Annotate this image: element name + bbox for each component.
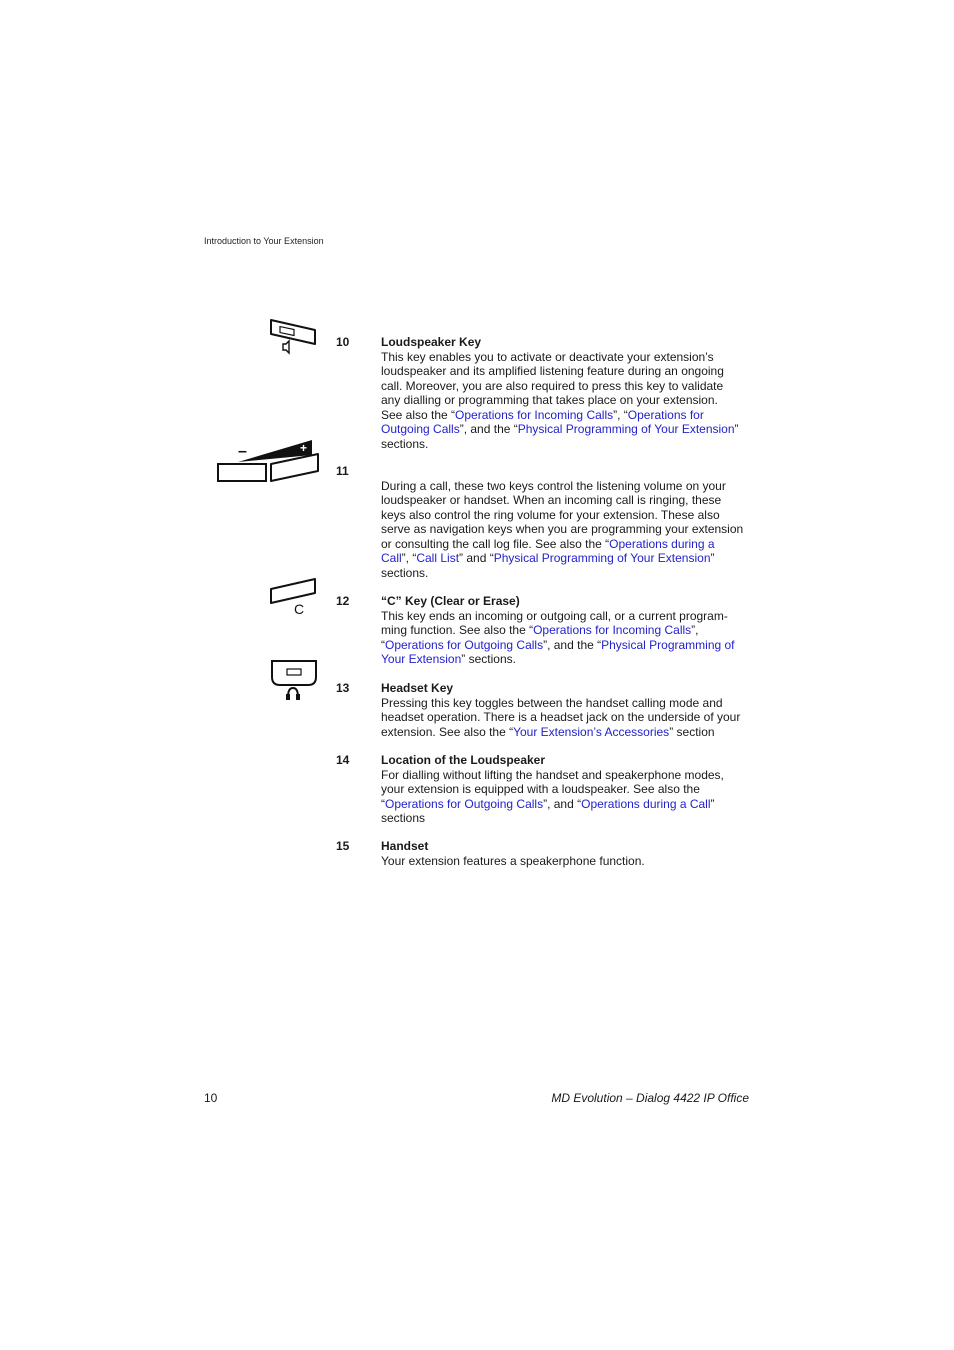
body-text: ” and “ — [459, 551, 494, 565]
cross-reference-link[interactable]: Operations for Outgoing Calls — [385, 796, 544, 811]
headset-key-icon — [268, 657, 320, 703]
body-text: ”, “ — [401, 551, 417, 565]
body-text: ”, and the “ — [543, 637, 602, 652]
body-text: Pressing this key toggles between the handset calling mode and headset operation. There is a headset jack on the underside of your extension. See also the “ — [381, 695, 741, 739]
document-title: MD Evolution – Dialog 4422 IP Office — [551, 1091, 749, 1105]
body-text: This key ends an incoming or outgoing call, or a current program- ming function. See also the “ — [381, 608, 728, 637]
body-text: For dialling without lifting the handset and speakerphone modes, your extension is equipped with a loudspeaker. See also the “ — [381, 767, 724, 811]
item-title: Headset Key — [381, 681, 454, 695]
body-text: During a call, these two keys control the listening volume on your loudspeaker or handset. When an incoming call is ringing, these keys also control the ring volume for your extension. These also serve as navigation keys when you are programming your extension or consulting the call log file. See also the “ — [381, 478, 744, 551]
item-number: 14 — [336, 753, 350, 767]
body-text: ”, and “ — [543, 796, 582, 811]
volume-plus-icon: + — [300, 441, 308, 455]
cross-reference-link[interactable]: Physical Programming of Your Extension — [517, 422, 735, 436]
body-text: ” section — [669, 724, 715, 739]
body-text: Your extension features a speakerphone function. — [381, 853, 645, 868]
item-body — [381, 350, 753, 452]
item-title: Handset — [381, 839, 429, 853]
item-number: 15 — [336, 839, 350, 853]
body-text: ”, “ — [613, 407, 628, 422]
item-number: 13 — [336, 681, 350, 695]
item-title: Loudspeaker Key — [381, 335, 482, 349]
cross-reference-link[interactable]: Operations during a Call — [581, 796, 711, 811]
cross-reference-link[interactable]: Operations for Outgoing Calls — [385, 637, 544, 652]
item-title: “C” Key (Clear or Erase) — [381, 594, 520, 608]
clear-key-icon — [268, 575, 320, 617]
volume-keys-icon — [216, 437, 322, 485]
item-number: 11 — [336, 464, 349, 478]
item-body — [381, 768, 753, 826]
item-number: 12 — [336, 594, 350, 608]
volume-minus-icon: – — [238, 443, 247, 460]
item-title: Location of the Loudspeaker — [381, 753, 546, 767]
item-body — [381, 479, 753, 581]
cross-reference-link[interactable]: Your Extension’s Accessories — [513, 724, 670, 739]
cross-reference-link[interactable]: Physical Programming of Your Extension — [493, 551, 711, 565]
item-body — [381, 696, 753, 740]
loudspeaker-key-icon — [268, 316, 320, 356]
cross-reference-link[interactable]: Operations during a Call — [381, 536, 715, 565]
cross-reference-link[interactable]: Operations for Incoming Calls — [455, 407, 614, 422]
clear-key-letter: C — [294, 601, 305, 617]
cross-reference-link[interactable]: Physical Programming of Your Extension — [381, 637, 735, 666]
page-number: 10 — [204, 1091, 218, 1105]
cross-reference-link[interactable]: Operations for Outgoing Calls — [381, 407, 704, 436]
item-body — [381, 609, 753, 667]
cross-reference-link[interactable]: Operations for Incoming Calls — [533, 623, 692, 637]
body-text: ”, “ — [381, 623, 699, 652]
body-text: ” sections. — [381, 551, 715, 580]
body-text: This key enables you to activate or deactivate your extension’s loudspeaker and its amplified listening feature during an ongoing call. Moreover, you are also required to press this key to validate any dialling or programming that takes place on your extension. See also the “ — [381, 349, 724, 422]
item-title — [381, 464, 753, 479]
cross-reference-link[interactable]: Call List — [416, 551, 460, 565]
running-head: Introduction to Your Extension — [204, 236, 324, 246]
item-number: 10 — [336, 335, 350, 349]
body-text: ” sections. — [461, 652, 516, 666]
body-text: ”, and the “ — [459, 422, 518, 436]
body-text: ” sections — [381, 796, 715, 825]
body-text: ” sections. — [381, 422, 739, 451]
item-body — [381, 854, 753, 869]
